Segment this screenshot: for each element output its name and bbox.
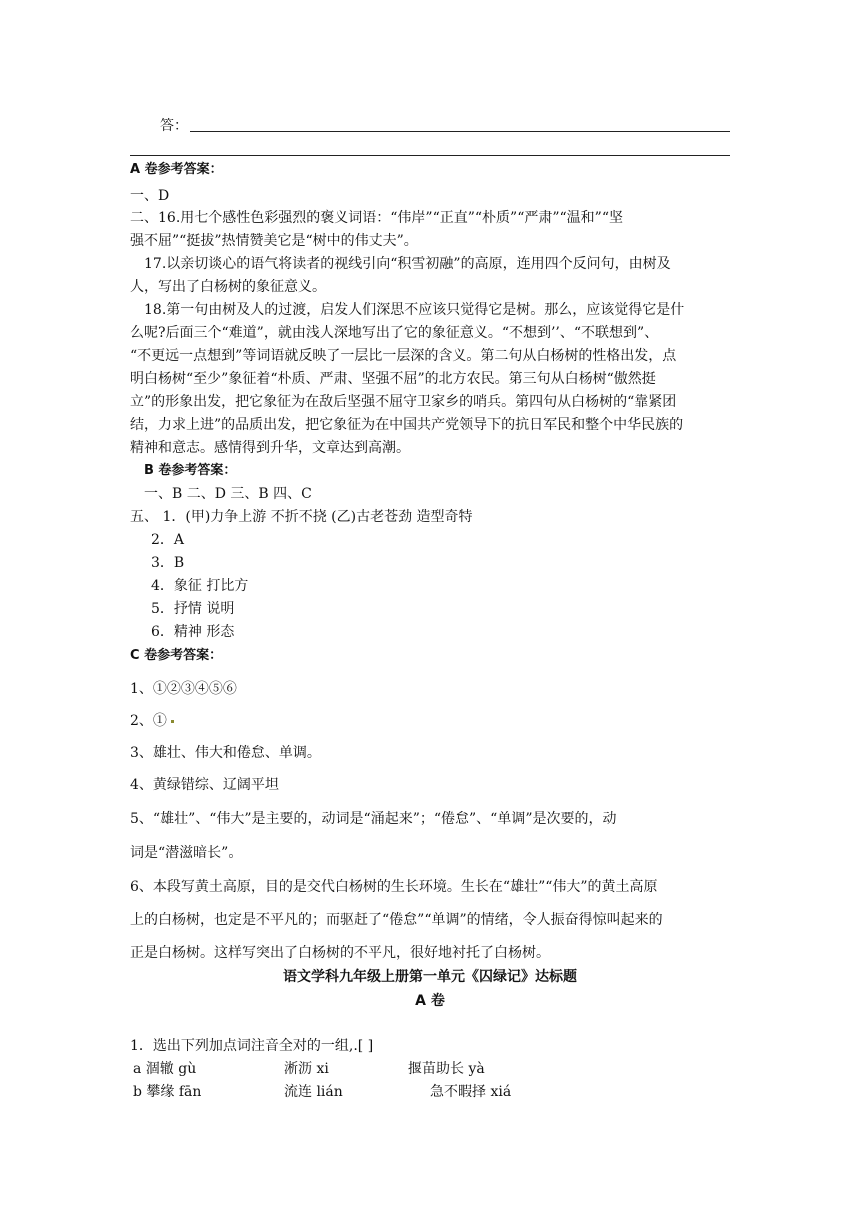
section-c-heading: C 卷参考答案： (130, 648, 223, 663)
section-a-line: 18.第一句由树及人的过渡，启发人们深思不应该只觉得它是树。那么，应该觉得它是什 (144, 302, 685, 318)
question-text: 1．选出下列加点词注音全对的一组,.[ ] (130, 1038, 374, 1054)
option-c: 急不暇择 xiá (430, 1084, 512, 1100)
section-b-item: 6．精神 形态 (151, 624, 235, 640)
section-a-line: 17.以亲切谈心的语气将读者的视线引向“积雪初融”的高原，连用四个反问句，由树及 (144, 256, 671, 272)
section-b-line: 五、 1．(甲)力争上游 不折不挠 (乙)古老苍劲 造型奇特 (130, 509, 473, 525)
section-c-line: 3、雄壮、伟大和倦怠、单调。 (130, 745, 321, 761)
section-c-line: 1、①②③④⑤⑥ (130, 681, 237, 697)
section-a-line: 人，写出了白杨树的象征意义。 (130, 279, 326, 295)
section-a-line: 结，力求上进”的品质出发，把它象征为在中国共产党领导下的抗日军民和整个中华民族的 (130, 417, 684, 433)
answer-label: 答： (160, 118, 188, 134)
section-b-item: 3．B (151, 555, 185, 571)
section-a-line: 一、D (130, 188, 170, 204)
section-c-line: 4、黄绿错综、辽阔平坦 (130, 777, 279, 793)
emphasis-dot (171, 720, 174, 723)
section-c-line: 正是白杨树。这样写突出了白杨树的不平凡，很好地衬托了白杨树。 (130, 945, 550, 961)
option-b: 淅沥 xi (284, 1061, 329, 1077)
section-b-item: 4．象征 打比方 (151, 578, 249, 594)
section-a-line: 强不屈”“挺拔”热情赞美它是“树中的伟丈夫”。 (130, 233, 418, 249)
section-a-line: “不更远一点想到”等词语就反映了一层比一层深的含义。第二句从白杨树的性格出发，点 (130, 348, 677, 364)
option-a: b 攀缘 fān (133, 1084, 202, 1100)
section-a-line: 精神和意志。感情得到升华，文章达到高潮。 (130, 440, 410, 456)
section-c-line: 6、本段写黄土高原，目的是交代白杨树的生长环境。生长在“雄壮”“伟大”的黄土高原 (130, 879, 658, 895)
section-c-line: 上的白杨树，也定是不平凡的；而驱赶了“倦怠”“单调”的情绪，令人振奋得惊叫起来的 (130, 912, 663, 928)
option-c: 揠苗助长 yà (408, 1061, 485, 1077)
section-b-item: 2．A (151, 532, 185, 548)
option-b: 流连 lián (284, 1084, 343, 1100)
section-a-line: 么呢?后面三个“难道”，就由浅人深地写出了它的象征意义。“不想到’’、“不联想到”、 (130, 325, 659, 341)
section-a-line: 立”的形象出发，把它象征为在敌后坚强不屈守卫家乡的哨兵。第四句从白杨树的“靠紧团 (130, 394, 677, 410)
answer-blank-line[interactable] (190, 131, 730, 132)
section-c-line: 2、① (130, 710, 174, 732)
section-b-item: 5．抒情 说明 (151, 601, 235, 617)
test-subtitle: A 卷 (415, 993, 445, 1009)
section-b-heading: B 卷参考答案： (144, 463, 237, 478)
test-title: 语文学科九年级上册第一单元《囚绿记》达标题 (283, 969, 577, 985)
section-a-line: 明白杨树“至少”象征着“朴质、严肃、坚强不屈”的北方农民。第三句从白杨树“傲然挺 (130, 371, 656, 387)
section-c-line: 词是“潜滋暗长”。 (130, 845, 243, 861)
section-a-heading: A 卷参考答案： (130, 162, 223, 177)
section-b-line: 一、B 二、D 三、B 四、C (144, 486, 312, 502)
section-divider (130, 155, 730, 156)
section-a-line: 二、16.用七个感性色彩强烈的褒义词语：“伟岸”“正直”“朴质”“严肃”“温和”“坚 (130, 210, 623, 226)
section-c-line: 5、“雄壮”、“伟大”是主要的，动词是“涌起来”；“倦怠”、“单调”是次要的，动 (130, 811, 617, 827)
option-a: a 涸辙 gù (133, 1061, 197, 1077)
